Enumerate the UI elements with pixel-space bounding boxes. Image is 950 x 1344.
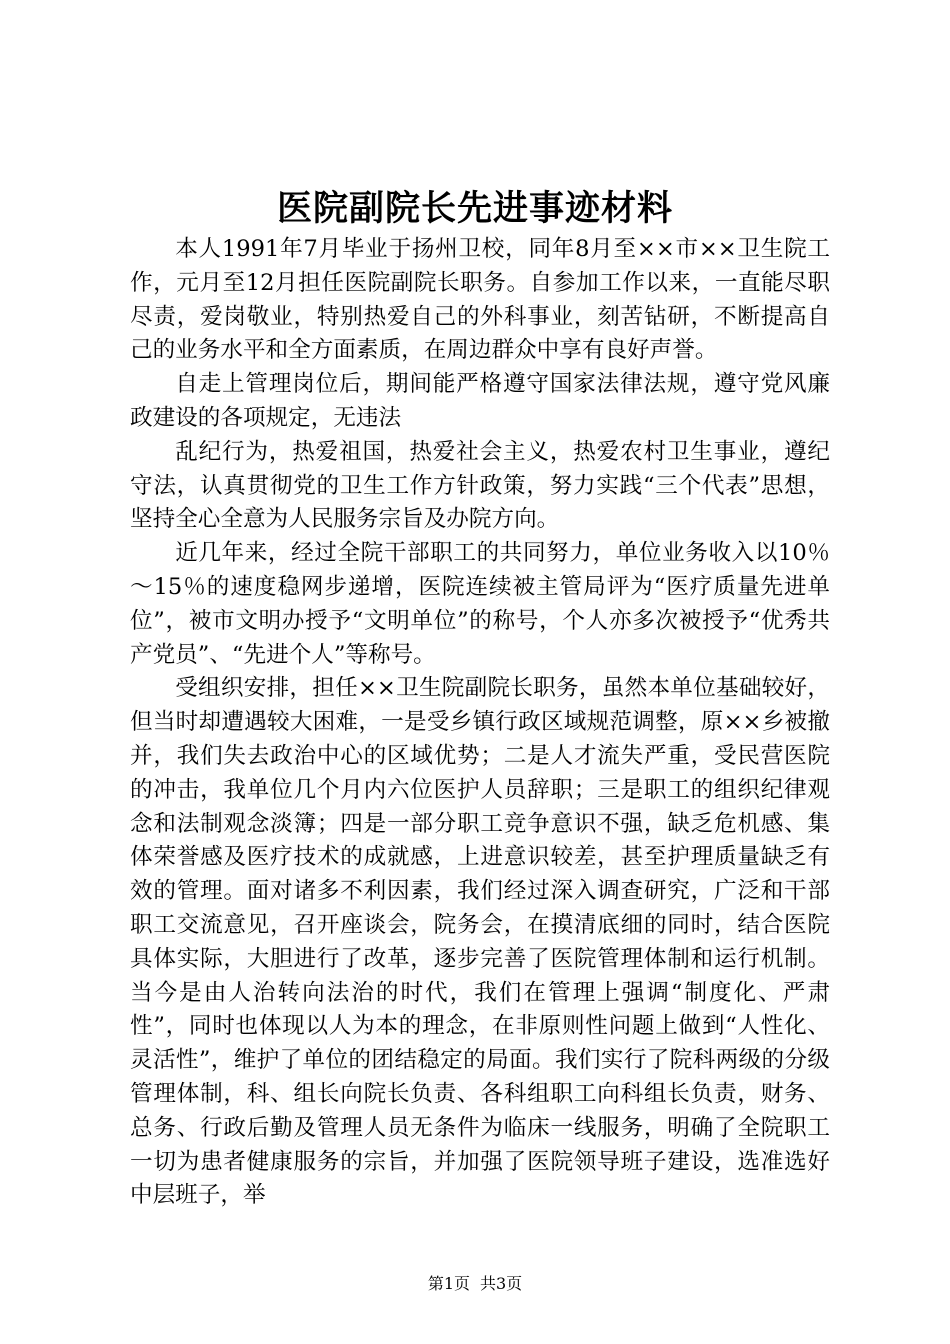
paragraph-3: 乱纪行为，热爱祖国，热爱社会主义，热爱农村卫生事业，遵纪守法，认真贯彻党的卫生工作方针政策，努力实践“三个代表”思想，坚持全心全意为人民服务宗旨及办院方向。 xyxy=(130,438,830,533)
page-footer xyxy=(0,1274,950,1294)
paragraph-5: 受组织安排，担任××卫生院副院长职务，虽然本单位基础较好，但当时却遭遇较大困难，一是受乡镇行政区域规范调整，原××乡被撤并，我们失去政治中心的区域优势；二是人才流失严重，受民营医院的冲击，我单位几个月内六位医护人员辞职；三是职工的组织纪律观念和法制观念淡簿；四是一部分职工竞争意识不强，缺乏危机感、集体荣誉感及医疗技术的成就感，上进意识较差，甚至护理质量缺乏有效的管理。面对诸多不利因素，我们经过深入调查研究，广泛和干部职工交流意见，召开座谈会，院务会，在摸清底细的同时，结合医院具体实际，大胆进行了改革，逐步完善了医院管理体制和运行机制。当今是由人治转向法治的时代，我们在管理上强调“制度化、严肃性”，同时也体现以人为本的理念，在非原则性问题上做到“人性化、灵活性”，维护了单位的团结稳定的局面。我们实行了院科两级的分级管理体制，科、组长向院长负责、各科组职工向科组长负责，财务、总务、行政后勤及管理人员无条件为临床一线服务，明确了全院职工一切为患者健康服务的宗旨，并加强了医院领导班子建设，选准选好中层班子，举 xyxy=(130,675,830,1209)
document-title: 医院副院长先进事迹材料 xyxy=(276,188,673,229)
paragraph-4: 近几年来，经过全院干部职工的共同努力，单位业务收入以10％～15％的速度稳网步递增，医院连续被主管局评为“医疗质量先进单位”，被市文明办授予“文明单位”的称号，个人亦多次被授予“优秀共产党员”、“先进个人”等称号。 xyxy=(130,540,830,668)
document-body xyxy=(130,233,830,1213)
paragraph-2: 自走上管理岗位后，期间能严格遵守国家法律法规，遵守党风廉政建设的各项规定，无违法 xyxy=(130,371,830,431)
page-number: 第1页 xyxy=(427,1274,470,1293)
page-total: 共3页 xyxy=(480,1274,523,1293)
paragraph-1: 本人1991年7月毕业于扬州卫校，同年8月至××市××卫生院工作，元月至12月担任医院副院长职务。自参加工作以来，一直能尽职尽责，爱岗敬业，特别热爱自己的外科事业，刻苦钻研，不断提高自己的业务水平和全方面素质，在周边群众中享有良好声誉。 xyxy=(130,236,830,364)
